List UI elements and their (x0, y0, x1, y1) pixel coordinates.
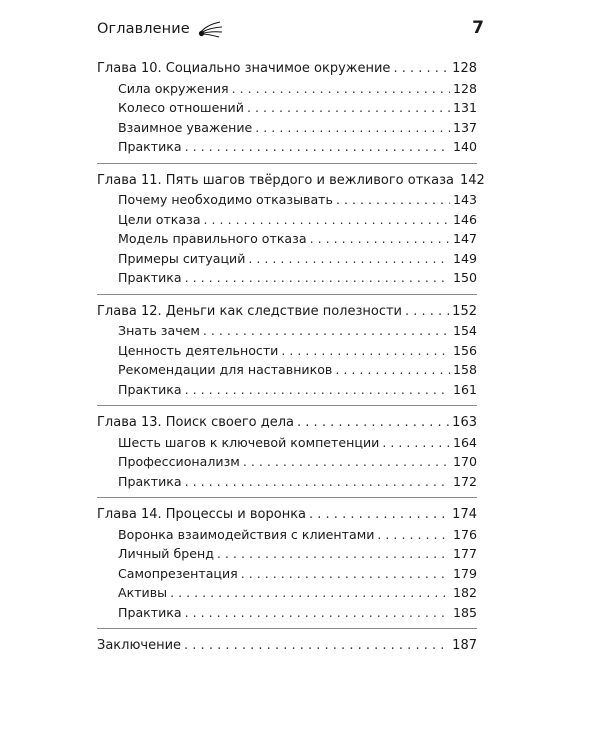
dot-leader (393, 59, 449, 79)
toc-subsection-entry[interactable] (97, 544, 477, 564)
toc-subsection-entry[interactable] (97, 472, 477, 492)
toc-item-label: Ценность деятельности (118, 342, 279, 358)
toc-page-number: 128 (452, 80, 477, 96)
toc-section-chapter-13 (97, 406, 477, 498)
toc-item-label: Личный бренд (118, 546, 214, 561)
toc-chapter-entry[interactable] (97, 413, 477, 433)
toc-item-label: Примеры ситуаций (118, 250, 246, 266)
dot-leader (185, 380, 450, 400)
toc-page-number: 176 (452, 526, 477, 542)
toc-item-label: Цели отказа (118, 211, 201, 227)
toc-item-label: Практика (118, 270, 182, 285)
toc-subsection-entry[interactable] (97, 98, 477, 118)
toc-subsection-entry[interactable] (97, 603, 477, 623)
toc-page-number: 140 (452, 139, 477, 154)
toc-subsection-entry[interactable] (97, 321, 477, 341)
toc-subsection-entry[interactable] (97, 79, 477, 99)
dot-leader (185, 268, 450, 288)
toc-chapter-label: Глава 11. Пять шагов твёрдого и вежливого отказа (97, 172, 454, 188)
toc-subsection-entry[interactable] (97, 564, 477, 584)
dot-leader (255, 118, 450, 138)
table-of-contents (97, 52, 485, 662)
toc-item-label: Самопрезентация (118, 565, 238, 581)
toc-page-number: 152 (452, 303, 477, 319)
toc-item-label: Практика (118, 473, 182, 489)
toc-subsection-entry[interactable] (97, 433, 477, 453)
toc-page-number: 147 (452, 231, 477, 246)
toc-page-number: 150 (452, 270, 477, 285)
toc-conclusion-entry[interactable] (97, 636, 477, 656)
dot-leader (185, 472, 450, 492)
toc-item-label: Практика (118, 139, 182, 154)
toc-page-number: 182 (452, 585, 477, 600)
toc-section-chapter-14 (97, 498, 477, 629)
dot-leader (382, 433, 450, 453)
toc-chapter-label: Глава 14. Процессы и воронка (97, 507, 307, 522)
toc-item-label: Сила окружения (118, 80, 229, 96)
toc-page-number: 137 (452, 119, 477, 135)
toc-subsection-entry[interactable] (97, 268, 477, 288)
toc-item-label: Модель правильного отказа (118, 231, 307, 246)
dot-leader (248, 249, 450, 269)
toc-item-label: Активы (118, 585, 168, 600)
dot-leader (185, 137, 450, 157)
toc-page-number: 172 (452, 473, 477, 489)
dot-leader (310, 229, 450, 249)
toc-subsection-entry[interactable] (97, 210, 477, 230)
toc-page-number: 164 (452, 434, 477, 450)
toc-item-label: Колесо отношений (118, 100, 244, 115)
toc-conclusion-label: Заключение (97, 638, 182, 653)
toc-subsection-entry[interactable] (97, 452, 477, 472)
toc-chapter-entry[interactable] (97, 505, 477, 525)
toc-page-number: 154 (452, 323, 477, 338)
toc-section-chapter-11 (97, 164, 485, 295)
dot-leader (377, 525, 450, 545)
toc-section-chapter-10 (97, 52, 477, 164)
toc-subsection-entry[interactable] (97, 118, 477, 138)
toc-page-number: 185 (452, 604, 477, 620)
toc-page-number: 128 (452, 61, 477, 76)
dot-leader (247, 98, 450, 118)
dot-leader (184, 636, 449, 656)
page-number: 7 (472, 18, 484, 38)
toc-page-number: 149 (452, 250, 477, 266)
toc-section-chapter-12 (97, 295, 477, 407)
toc-subsection-entry[interactable] (97, 380, 477, 400)
toc-subsection-entry[interactable] (97, 249, 477, 269)
toc-item-label: Рекомендации для наставников (118, 362, 333, 377)
toc-chapter-entry[interactable] (97, 59, 477, 79)
dot-leader (336, 190, 450, 210)
toc-subsection-entry[interactable] (97, 137, 477, 157)
toc-item-label: Практика (118, 381, 182, 397)
toc-subsection-entry[interactable] (97, 583, 477, 603)
toc-chapter-label: Глава 10. Социально значимое окружение (97, 61, 391, 76)
dot-leader (309, 505, 449, 525)
dot-leader (204, 210, 450, 230)
toc-page-number: 131 (452, 100, 477, 115)
dot-leader (170, 583, 450, 603)
toc-chapter-label: Глава 13. Поиск своего дела (97, 415, 295, 430)
toc-chapter-entry[interactable] (97, 171, 485, 191)
toc-page-number: 156 (452, 342, 477, 358)
toc-subsection-entry[interactable] (97, 525, 477, 545)
toc-page-number: 146 (452, 211, 477, 227)
toc-page-number: 142 (459, 172, 485, 188)
toc-subsection-entry[interactable] (97, 341, 477, 361)
toc-item-label: Почему необходимо отказывать (118, 192, 333, 207)
toc-item-label: Знать зачем (118, 323, 200, 338)
toc-subsection-entry[interactable] (97, 360, 477, 380)
toc-item-label: Профессионализм (118, 454, 240, 469)
toc-page-number: 143 (452, 192, 477, 207)
dot-leader (281, 341, 450, 361)
dot-leader (297, 413, 449, 433)
toc-item-label: Практика (118, 604, 182, 620)
toc-item-label: Взаимное уважение (118, 119, 253, 135)
toc-subsection-entry[interactable] (97, 229, 477, 249)
dot-leader (335, 360, 450, 380)
toc-chapter-label: Глава 12. Деньги как следствие полезности (97, 303, 402, 319)
dot-leader (185, 603, 450, 623)
quill-logo-icon (198, 19, 224, 39)
toc-page-number: 187 (452, 638, 477, 653)
toc-subsection-entry[interactable] (97, 190, 477, 210)
page-header (97, 18, 487, 44)
dot-leader (203, 321, 450, 341)
toc-page-number: 170 (452, 454, 477, 469)
toc-page-number: 174 (452, 507, 477, 522)
toc-page-number: 179 (452, 565, 477, 581)
dot-leader (241, 564, 450, 584)
toc-chapter-entry[interactable] (97, 302, 477, 322)
toc-item-label: Воронка взаимодействия с клиентами (118, 526, 375, 542)
toc-page-number: 163 (452, 415, 477, 430)
dot-leader (232, 79, 450, 99)
toc-section-conclusion (97, 629, 477, 662)
toc-page-number: 177 (452, 546, 477, 561)
page-title: Оглавление (97, 21, 190, 37)
dot-leader (217, 544, 450, 564)
dot-leader (243, 452, 450, 472)
toc-item-label: Шесть шагов к ключевой компетенции (118, 434, 380, 450)
toc-page-number: 161 (452, 381, 477, 397)
dot-leader (405, 302, 449, 322)
toc-page-number: 158 (452, 362, 477, 377)
